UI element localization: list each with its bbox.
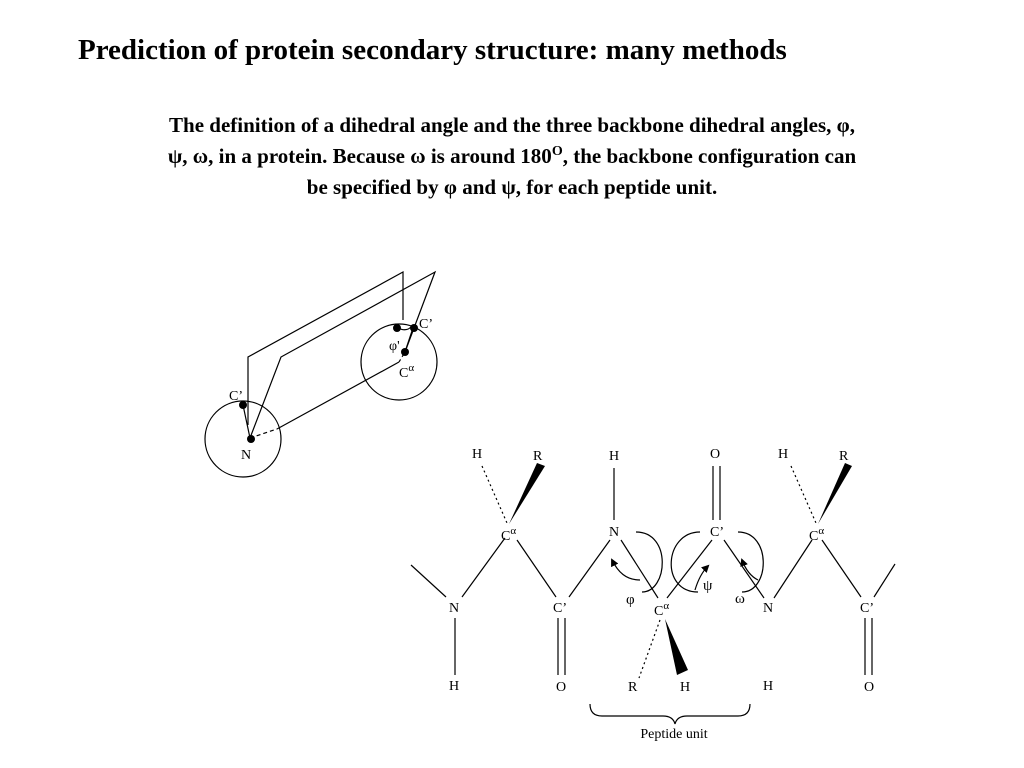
atom-label: N — [609, 525, 620, 540]
atom-label: O — [710, 447, 721, 462]
caption-text: , — [182, 144, 193, 168]
caption-text: The definition of a dihedral angle and the three backbone dihedral angles, — [169, 113, 837, 137]
bond-n-ca3 — [774, 540, 812, 598]
phi-symbol: φ — [443, 175, 457, 199]
caption-text: be specified by — [306, 175, 444, 199]
atom-label: C’ — [553, 601, 567, 616]
wedge-bond-r1 — [509, 463, 545, 524]
label-cprime-back: C’ — [419, 317, 433, 332]
hashed-bond-h1 — [482, 466, 507, 523]
wedge-bond-h2 — [665, 619, 688, 675]
atom-label: R — [533, 449, 543, 464]
phi-symbol: φ — [836, 113, 850, 137]
caption-text: , for each peptide unit. — [515, 175, 718, 199]
atom-label: R — [839, 449, 849, 464]
atom-dot-cprime-back — [410, 324, 418, 332]
bond-end — [874, 564, 895, 597]
peptide-unit-label: Peptide unit — [640, 727, 708, 742]
psi-symbol: ψ — [167, 144, 183, 168]
bond-c-n — [569, 540, 610, 597]
atom-label-calpha: $C^\alpha$ — [809, 525, 825, 544]
atom-label-calpha: $C^\alpha$ — [654, 600, 670, 619]
caption-text: , in a protein. Because — [208, 144, 411, 168]
atom-label: O — [556, 680, 567, 695]
rotation-arrows — [590, 532, 763, 724]
atom-dot-calpha-back — [401, 348, 409, 356]
caption-text: , the backbone configuration can — [562, 144, 857, 168]
atom-dot-n — [247, 435, 255, 443]
atom-label: C’ — [710, 525, 724, 540]
atom-label: N — [763, 601, 774, 616]
angle-labels — [626, 578, 745, 608]
omega-angle-label: ω — [735, 591, 745, 607]
atom-label: H — [472, 447, 483, 462]
atom-dot-back-left — [393, 324, 401, 332]
dihedral-labels — [229, 317, 433, 463]
n-cprime-bond — [243, 405, 250, 438]
caption-text: , — [849, 113, 855, 137]
wedge-bonds — [509, 463, 852, 675]
atom-label: N — [449, 601, 460, 616]
rotation-arc-3 — [738, 532, 763, 592]
bond-c-n — [724, 540, 764, 598]
label-calpha: $C^\alpha$ — [399, 362, 415, 381]
atom-label: H — [680, 680, 691, 695]
phi-angle-label: φ — [626, 592, 635, 608]
bond-ca3-c — [822, 540, 861, 597]
hashed-bond-h3 — [791, 466, 816, 523]
backbone-bonds — [411, 466, 895, 678]
atom-label-calpha: $C^\alpha$ — [501, 525, 517, 544]
omega-symbol: ω — [410, 144, 426, 168]
label-cprime-front: C’ — [229, 389, 243, 404]
psi-angle-label: ψ — [703, 578, 713, 594]
atom-label: R — [628, 680, 638, 695]
atom-label: C’ — [860, 601, 874, 616]
bond-start — [411, 565, 446, 597]
peptide-unit-bracket — [590, 704, 750, 724]
caption-text: and — [456, 175, 502, 199]
wedge-bond-r3 — [818, 463, 852, 524]
caption-text: is around 180 — [425, 144, 552, 168]
bond-n-ca2 — [621, 540, 658, 598]
degree-superscript: O — [551, 144, 563, 159]
label-phi-prime: φ' — [389, 339, 400, 354]
omega-symbol: ω — [192, 144, 209, 168]
bond-n-ca1 — [462, 538, 505, 597]
atom-label: H — [763, 679, 774, 694]
psi-symbol: ψ — [501, 175, 516, 199]
newman-circle-front — [205, 401, 281, 477]
label-n: N — [241, 448, 252, 463]
hashed-bond-r2 — [639, 620, 660, 678]
atom-label: H — [449, 679, 460, 694]
bond-ca1-c — [517, 540, 556, 597]
atom-label: H — [778, 447, 789, 462]
atom-label: O — [864, 680, 875, 695]
atom-label: H — [609, 449, 620, 464]
slide-title: Prediction of protein secondary structure: many methods — [78, 34, 787, 66]
